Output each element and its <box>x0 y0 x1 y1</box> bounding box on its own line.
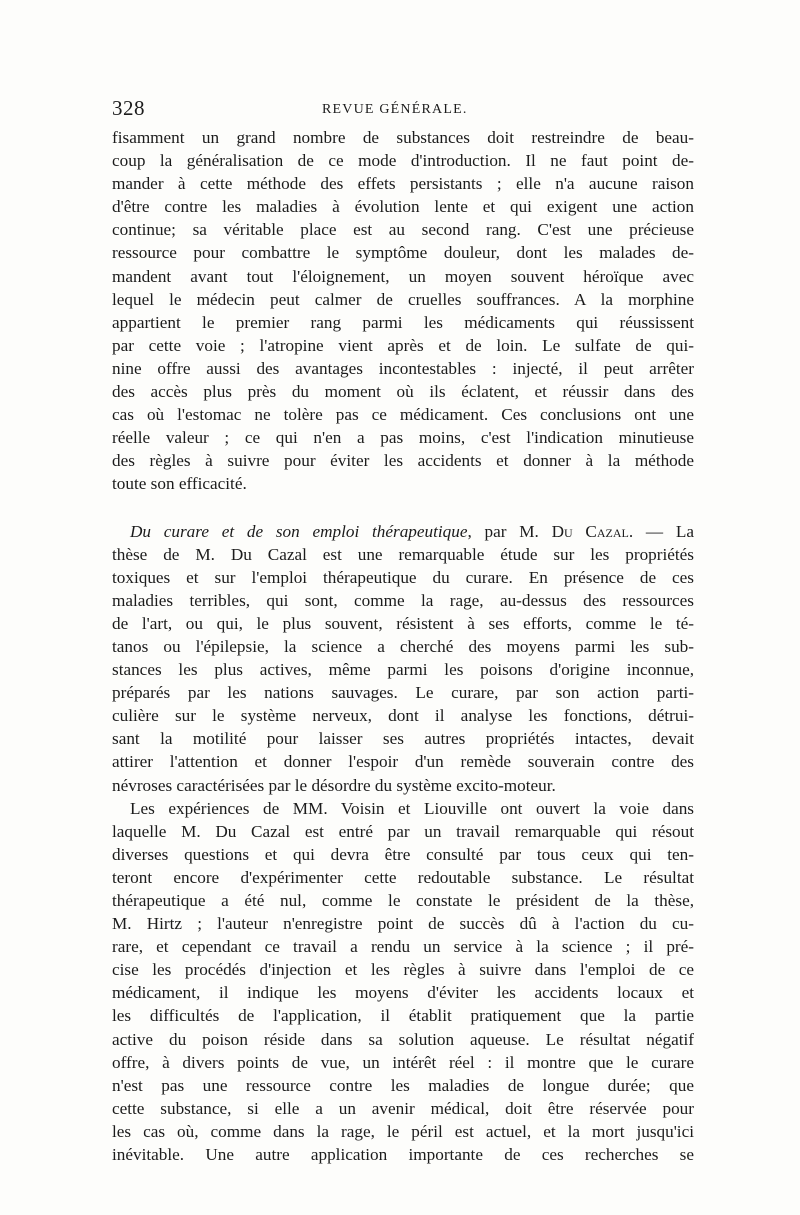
text-line: lequel le médecin peut calmer de cruelles souffrances. A la morphine <box>112 289 694 309</box>
text-line: toute son efficacité. <box>112 474 247 494</box>
text-line: diverses questions et qui devra être consulté par tous ceux qui ten- <box>112 844 694 864</box>
paragraph-1 <box>112 126 694 496</box>
text-line: inévitable. Une autre application importante de ces recherches se <box>112 1145 694 1165</box>
text-line: médicament, il indique les moyens d'éviter les accidents locaux et <box>112 983 694 1003</box>
text-line: les cas où, comme dans la rage, le péril est actuel, et la mort jusqu'ici <box>112 1121 694 1141</box>
review-title: Du curare et de son emploi thérapeutique <box>130 521 468 541</box>
text-line: cas où l'estomac ne tolère pas ce médicament. Ces conclusions ont une <box>112 405 694 425</box>
text-line: teront encore d'expérimenter cette redoutable substance. Le résultat <box>112 867 694 887</box>
body-text <box>112 126 694 1166</box>
text-line: M. Hirtz ; l'auteur n'enregistre point de succès dû à l'action du cu- <box>112 914 694 934</box>
review-heading-line <box>112 520 694 543</box>
review-title-suffix: , par M. <box>467 521 552 541</box>
text-line: fisamment un grand nombre de substances doit restreindre de beau- <box>112 128 694 147</box>
text-line: cise les procédés d'injection et les règles à suivre dans l'emploi de ce <box>112 960 694 980</box>
text-line: active du poison réside dans sa solution aqueuse. Le résultat négatif <box>112 1029 694 1049</box>
text-line: réelle valeur ; ce qui n'en a pas moins, c'est l'indication minutieuse <box>112 428 694 448</box>
text-line: continue; sa véritable place est au second rang. C'est une précieuse <box>112 220 694 240</box>
text-line: laquelle M. Du Cazal est entré par un travail remarquable qui résout <box>112 821 694 841</box>
text-line: mandent avant tout l'éloignement, un moyen souvent héroïque avec <box>112 266 694 286</box>
running-head: REVUE GÉNÉRALE. <box>322 102 468 117</box>
text-line: des règles à suivre pour éviter les accidents et donner à la méthode <box>112 451 694 471</box>
text-line: ressource pour combattre le symptôme douleur, dont les malades de- <box>112 243 694 263</box>
text-line: névroses caractérisées par le désordre du système excito-moteur. <box>112 775 556 795</box>
text-line: thérapeutique a été nul, comme le constate le président de la thèse, <box>112 891 694 910</box>
text-line: les difficultés de l'application, il établit pratiquement que la partie <box>112 1006 694 1026</box>
text-line: mander à cette méthode des effets persistants ; elle n'a aucune raison <box>112 174 694 194</box>
text-line: stances les plus actives, même parmi les poisons d'origine inconnue, <box>112 660 694 680</box>
review-first-line-rest: . — La <box>628 521 694 541</box>
text-line: offre, à divers points de vue, un intérêt réel : il montre que le curare <box>112 1052 694 1072</box>
text-line: attirer l'attention et donner l'espoir d'un remède souverain contre des <box>112 752 694 772</box>
text-line: n'est pas une ressource contre les maladies de longue durée; que <box>112 1075 694 1095</box>
text-line: par cette voie ; l'atropine vient après et de loin. Le sulfate de qui- <box>112 335 694 355</box>
text-line: maladies terribles, qui sont, comme la rage, au-dessus des ressources <box>112 590 694 610</box>
text-line: préparés par les nations sauvages. Le curare, par son action parti- <box>112 683 694 703</box>
text-line: des accès plus près du moment où ils éclatent, et réussir dans des <box>112 382 694 402</box>
page-header <box>112 96 692 124</box>
text-line: Les expériences de MM. Voisin et Liouville ont ouvert la voie dans <box>130 798 694 818</box>
text-line: rare, et cependant ce travail a rendu un service à la science ; il pré- <box>112 937 694 957</box>
text-line: nine offre aussi des avantages incontestables : injecté, il peut arrêter <box>112 358 694 378</box>
text-line: cette substance, si elle a un avenir médical, doit être réservée pour <box>112 1098 694 1118</box>
text-line: coup la généralisation de ce mode d'introduction. Il ne faut point de- <box>112 151 694 171</box>
paragraph-spacer <box>112 496 694 520</box>
text-line: culière sur le système nerveux, dont il analyse les fonctions, détrui- <box>112 706 694 726</box>
text-line: tanos ou l'épilepsie, la science a cherché des moyens parmi les sub- <box>112 636 694 656</box>
text-line: thèse de M. Du Cazal est une remarquable étude sur les propriétés <box>112 544 694 564</box>
paragraph-3 <box>112 797 694 1167</box>
text-line: d'être contre les maladies à évolution lente et qui exigent une action <box>112 197 694 217</box>
text-line: sant la motilité pour laisser ses autres propriétés intactes, devait <box>112 729 694 749</box>
text-line: appartient le premier rang parmi les médicaments qui réussissent <box>112 312 694 332</box>
review-author: Du Cazal <box>551 521 629 541</box>
paragraph-2 <box>112 520 694 797</box>
text-line: de l'art, ou qui, le plus souvent, résistent à ses efforts, comme le té- <box>112 613 694 633</box>
text-line: toxiques et sur l'emploi thérapeutique du curare. En présence de ces <box>112 567 694 587</box>
page-number: 328 <box>112 96 145 120</box>
